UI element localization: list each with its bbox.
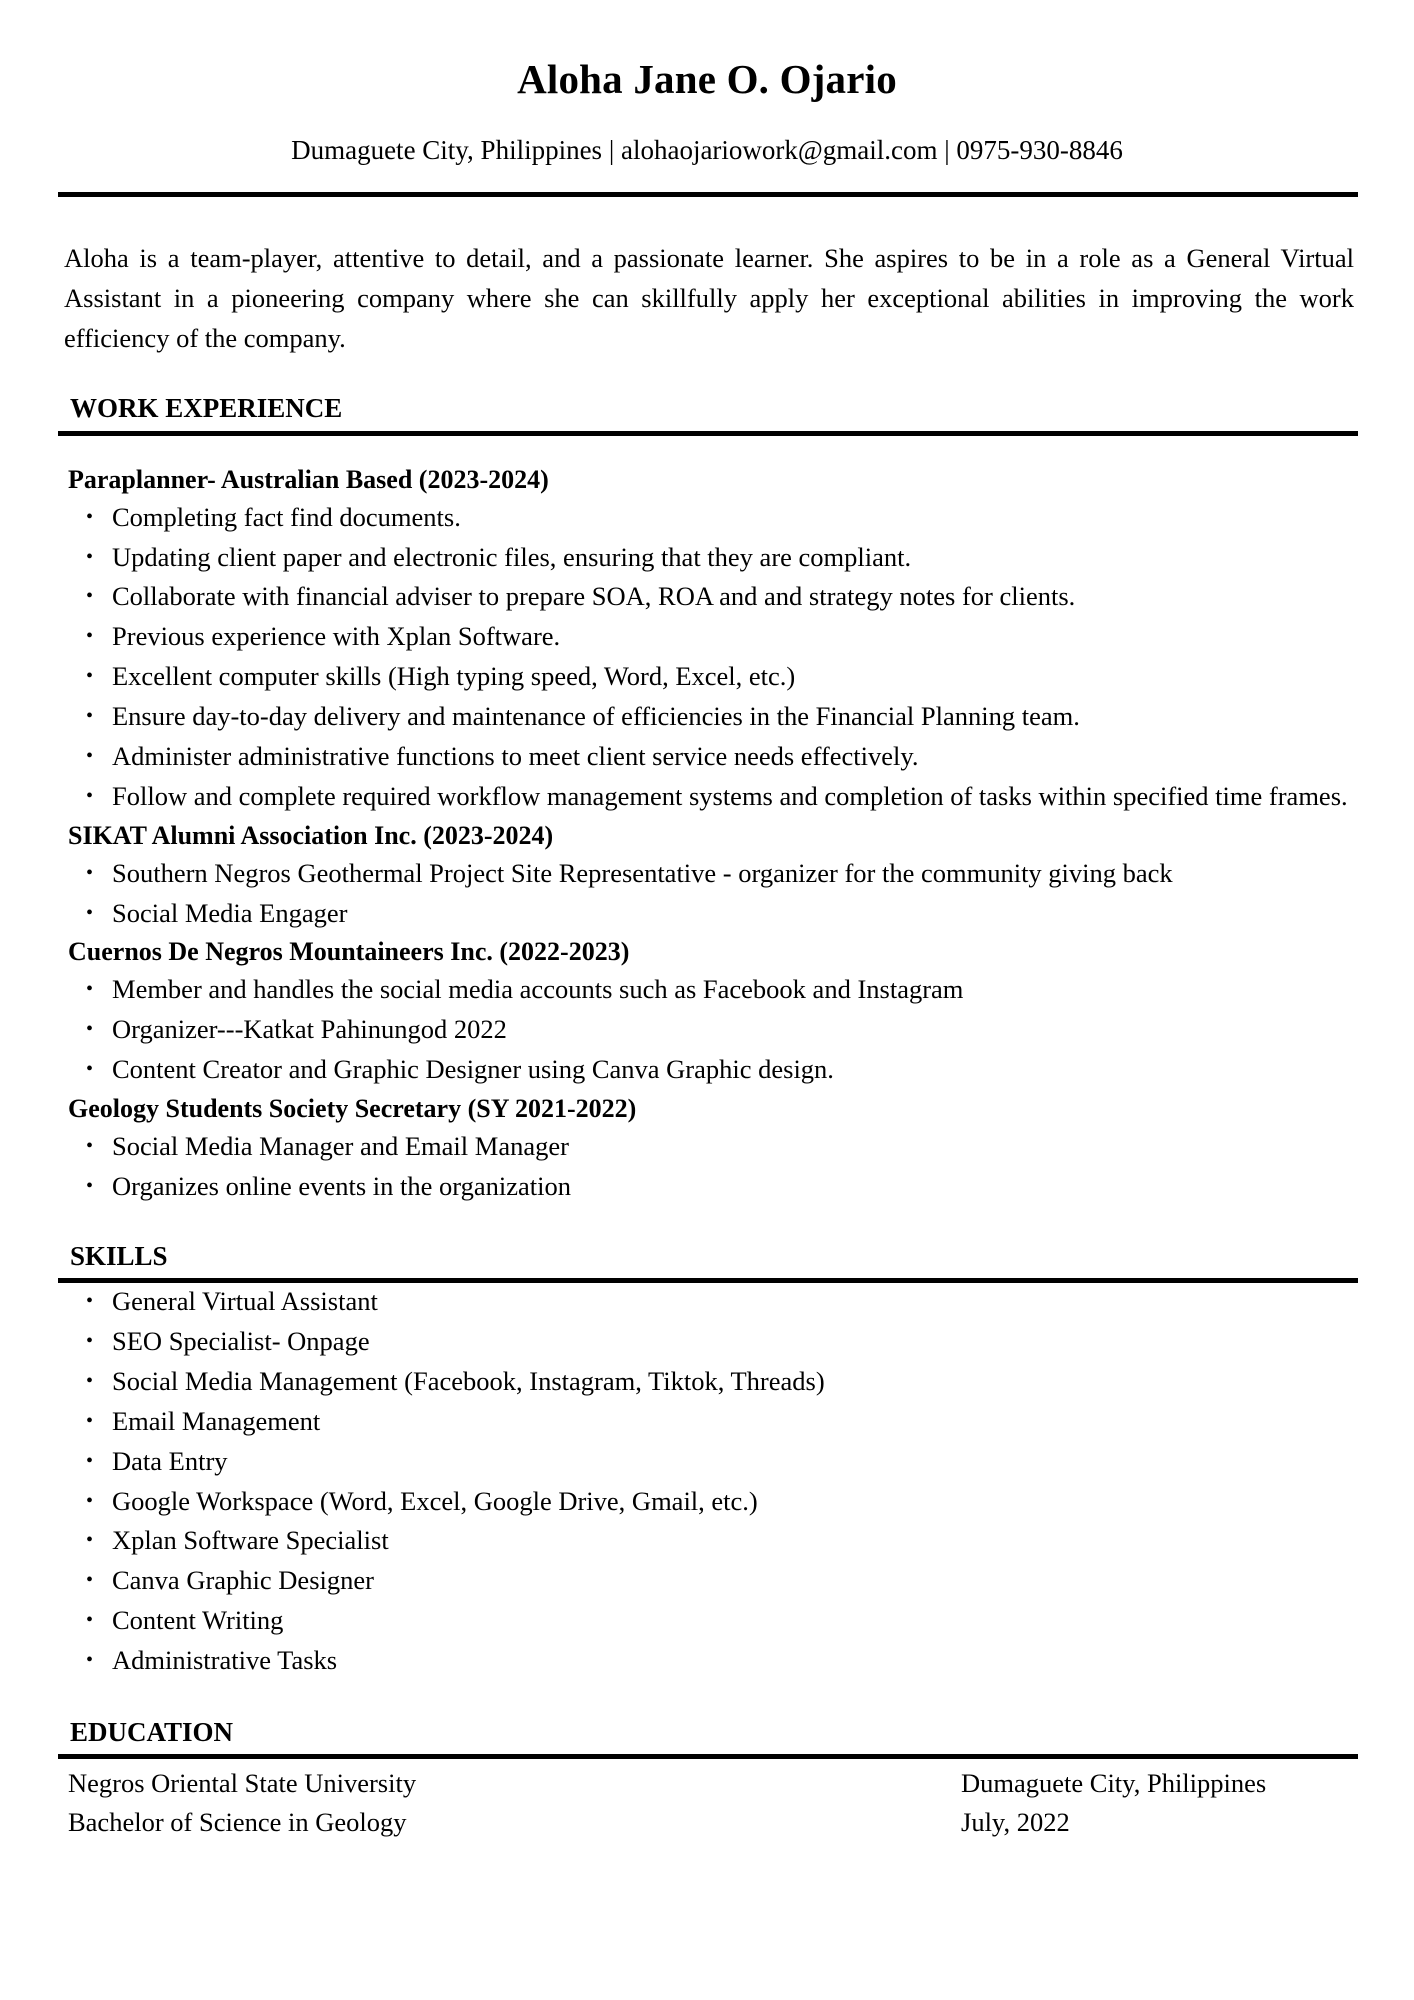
education-degree: Bachelor of Science in Geology	[68, 1807, 407, 1838]
job-title: SIKAT Alumni Association Inc. (2023-2024)	[68, 820, 554, 850]
list-item: • Social Media Engager	[0, 895, 1414, 933]
list-item: • Content Creator and Graphic Designer using Canva Graphic design.	[0, 1051, 1414, 1089]
list-item: • Xplan Software Specialist	[0, 1522, 1414, 1560]
list-item: • General Virtual Assistant	[0, 1283, 1414, 1321]
education-entries	[0, 1764, 1414, 1842]
education-institution: Negros Oriental State University	[68, 1768, 417, 1799]
education-row	[0, 1803, 1414, 1842]
list-item: • Collaborate with financial adviser to prepare SOA, ROA and and strategy notes for clients.	[0, 578, 1414, 616]
job-bullet-list	[0, 499, 1414, 816]
list-item: • SEO Specialist- Onpage	[0, 1323, 1414, 1361]
education-date: July, 2022	[961, 1807, 1070, 1838]
job-bullet-list	[0, 1128, 1414, 1206]
list-item: • Data Entry	[0, 1443, 1414, 1481]
list-item: • Administer administrative functions to meet client service needs effectively.	[0, 738, 1414, 776]
job-bullet-list	[0, 855, 1414, 933]
list-item: • Content Writing	[0, 1602, 1414, 1640]
list-item: • Member and handles the social media accounts such as Facebook and Instagram	[0, 971, 1414, 1009]
skills-list	[0, 1283, 1414, 1680]
header-divider	[58, 192, 1358, 197]
section-skills	[0, 1240, 1414, 1680]
section-divider-education	[58, 1754, 1358, 1759]
list-item: • Social Media Manager and Email Manager	[0, 1128, 1414, 1166]
job-title: Paraplanner- Australian Based (2023-2024)	[68, 464, 549, 494]
list-item: • Google Workspace (Word, Excel, Google Drive, Gmail, etc.)	[0, 1483, 1414, 1521]
education-location: Dumaguete City, Philippines	[961, 1768, 1267, 1799]
contact-line: Dumaguete City, Philippines | alohaojariowork@gmail.com | 0975-930-8846	[291, 135, 1123, 166]
list-item: • Administrative Tasks	[0, 1642, 1414, 1680]
list-item: • Updating client paper and electronic files, ensuring that they are compliant.	[0, 539, 1414, 577]
section-divider-work-experience	[58, 431, 1358, 436]
list-item: • Southern Negros Geothermal Project Site Representative - organizer for the community giving back	[0, 855, 1414, 893]
job-title: Cuernos De Negros Mountaineers Inc. (2022-2023)	[68, 937, 630, 967]
page-title: Aloha Jane O. Ojario	[517, 56, 897, 102]
section-education	[0, 1716, 1414, 1842]
list-item: • Email Management	[0, 1403, 1414, 1441]
job-entry	[0, 934, 1414, 1089]
section-work-experience	[0, 392, 1414, 1205]
list-item: • Organizes online events in the organization	[0, 1168, 1414, 1206]
work-experience-entries	[0, 462, 1414, 1206]
section-heading-work-experience: WORK EXPERIENCE	[70, 393, 343, 424]
list-item: • Organizer---Katkat Pahinungod 2022	[0, 1011, 1414, 1049]
section-heading-education: EDUCATION	[70, 1717, 234, 1747]
resume-header	[0, 0, 1414, 197]
list-item: • Excellent computer skills (High typing speed, Word, Excel, etc.)	[0, 658, 1414, 696]
list-item: • Ensure day-to-day delivery and maintenance of efficiencies in the Financial Planning team.	[0, 698, 1414, 736]
job-title: Geology Students Society Secretary (SY 2021-2022)	[68, 1094, 637, 1124]
education-row	[0, 1764, 1414, 1803]
job-entry	[0, 462, 1414, 816]
list-item: • Completing fact find documents.	[0, 499, 1414, 537]
list-item: • Social Media Management (Facebook, Instagram, Tiktok, Threads)	[0, 1363, 1414, 1401]
list-item: • Follow and complete required workflow management systems and completion of tasks within specified time frames.	[0, 778, 1414, 816]
job-entry	[0, 1091, 1414, 1206]
list-item: • Canva Graphic Designer	[0, 1562, 1414, 1600]
job-bullet-list	[0, 971, 1414, 1089]
section-heading-skills: SKILLS	[70, 1240, 168, 1271]
list-item: • Previous experience with Xplan Software.	[0, 618, 1414, 656]
job-entry	[0, 818, 1414, 933]
professional-summary: Aloha is a team-player, attentive to detail, and a passionate learner. She aspires to be in a role as a General Virtual Assistant in a pioneering company where she can skillfully apply her exceptional abilities in improving the work efficiency of the company.	[64, 242, 1354, 354]
